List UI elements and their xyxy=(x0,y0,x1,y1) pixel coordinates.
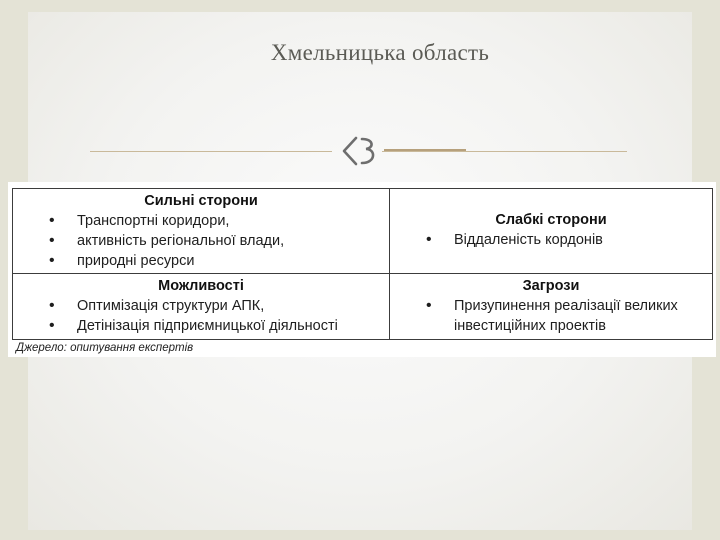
list-item: • Оптимізація структури АПК, xyxy=(19,296,383,316)
table-source-note: Джерело: опитування експертів xyxy=(16,342,194,354)
weaknesses-header: Слабкі сторони xyxy=(495,212,607,228)
swot-table xyxy=(12,188,713,340)
slide-title: Хмельницька область xyxy=(270,40,490,65)
threats-header: Загрози xyxy=(522,277,580,294)
list-item: • Призупинення реалізації великих інвестиційних проектів xyxy=(396,296,706,336)
threats-cell xyxy=(390,273,713,339)
weaknesses-cell xyxy=(390,189,713,274)
list-item: • активність регіональної влади, xyxy=(19,231,383,251)
divider-accent xyxy=(384,149,466,151)
opportunities-header: Можливості xyxy=(158,277,244,294)
weaknesses-list xyxy=(396,230,706,250)
list-item: • природні ресурси xyxy=(19,251,383,271)
divider-right xyxy=(382,151,627,152)
flourish-icon xyxy=(336,133,384,167)
divider-left xyxy=(90,151,332,152)
list-item: • Детінізація підприємницької діяльності xyxy=(19,316,383,336)
opportunities-cell xyxy=(13,273,390,339)
list-item: • Транспортні коридори, xyxy=(19,211,383,231)
threats-list xyxy=(396,296,706,336)
swot-table-image xyxy=(8,182,716,357)
strengths-header: Сильні сторони xyxy=(144,193,258,209)
list-item: • Віддаленість кордонів xyxy=(396,230,706,250)
opportunities-list xyxy=(19,296,383,336)
strengths-cell xyxy=(13,189,390,274)
strengths-list xyxy=(19,211,383,271)
